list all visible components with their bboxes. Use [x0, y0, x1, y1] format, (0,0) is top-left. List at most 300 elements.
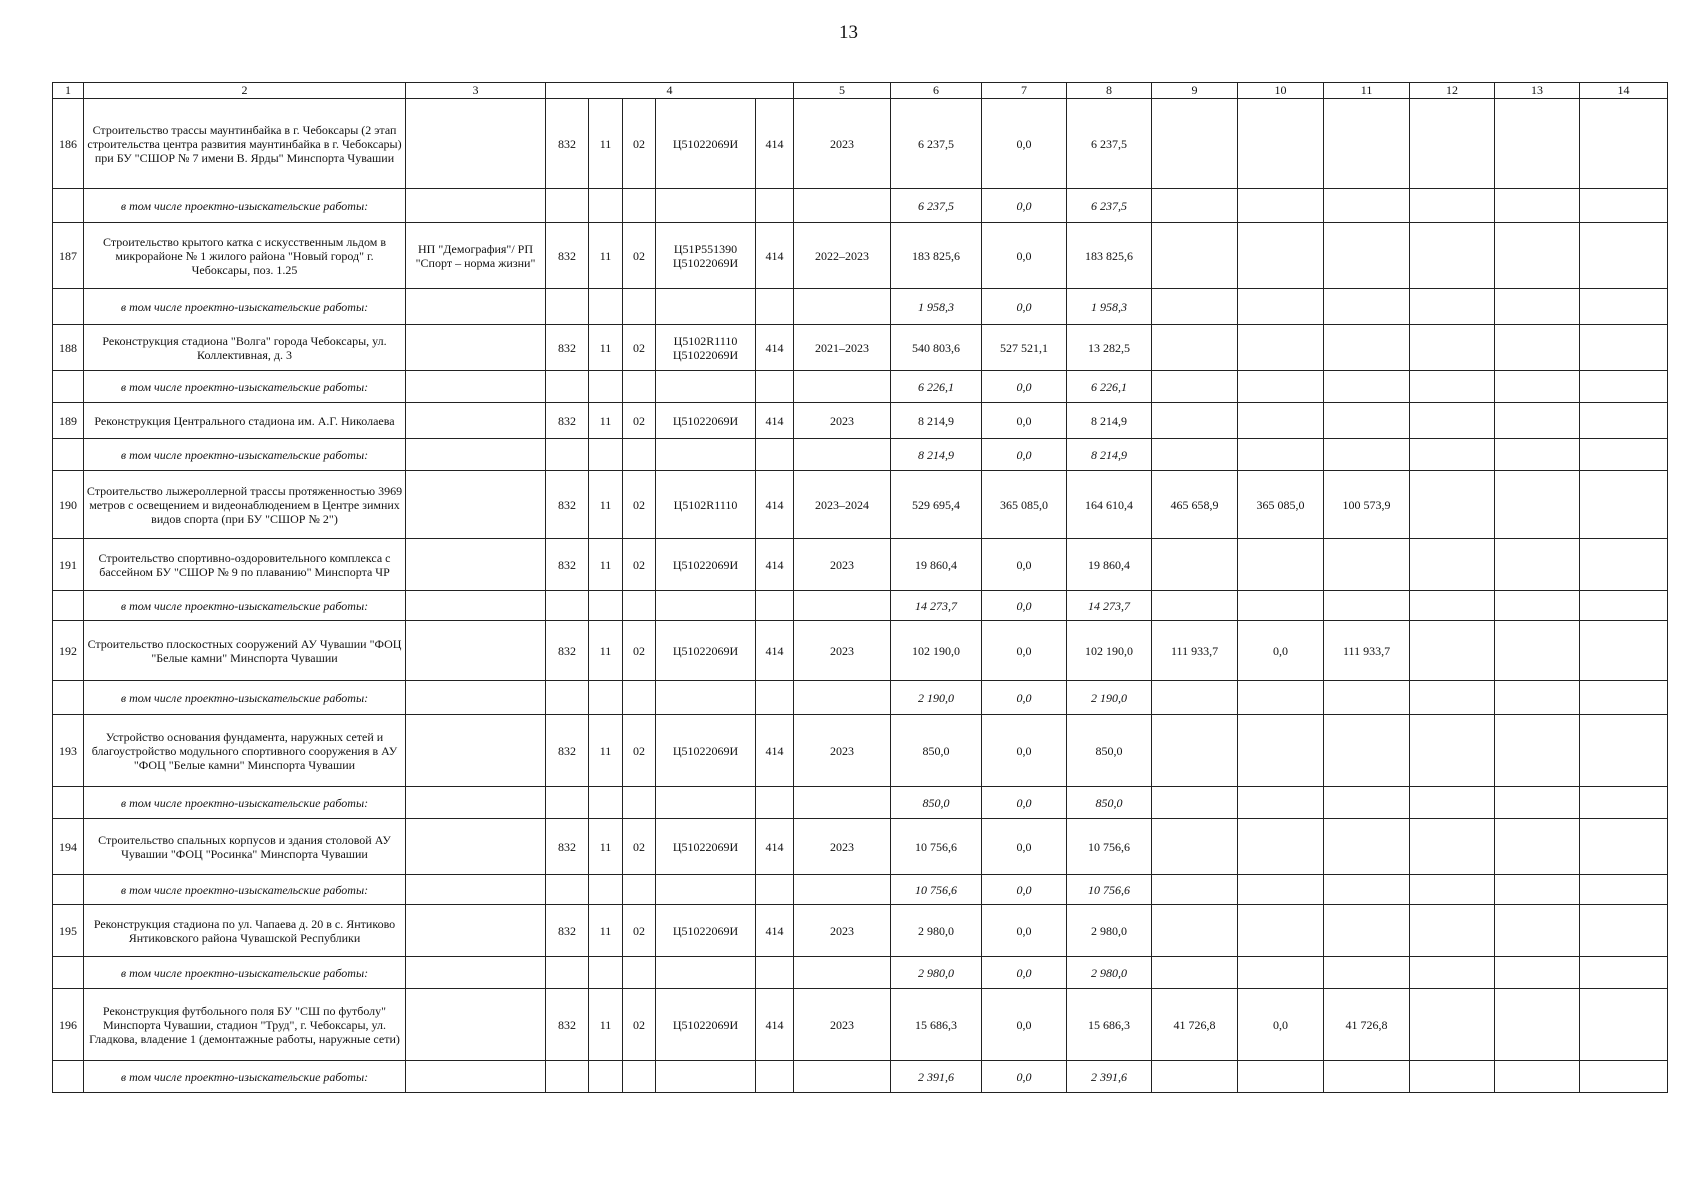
subrow-empty — [1495, 957, 1580, 989]
value-col6: 102 190,0 — [891, 621, 982, 681]
value-col7: 0,0 — [982, 989, 1067, 1061]
code-pr: 02 — [623, 989, 656, 1061]
value-col14 — [1580, 471, 1668, 539]
subrow-empty — [546, 787, 589, 819]
value-col11: 100 573,9 — [1324, 471, 1410, 539]
subrow-label: в том числе проектно-изыскательские работы: — [84, 787, 406, 819]
subrow-value-v6: 1 958,3 — [891, 289, 982, 325]
object-name: Реконструкция футбольного поля БУ "СШ по футболу" Минспорта Чувашии, стадион "Труд", г. Чебоксары, ул. Гладкова, владение 1 (демонтажные работы, наружные сети) — [84, 989, 406, 1061]
value-col8: 2 980,0 — [1067, 905, 1152, 957]
code-gr: 832 — [546, 621, 589, 681]
value-col10 — [1238, 99, 1324, 189]
subrow-label: в том числе проектно-изыскательские работы: — [84, 681, 406, 715]
subrow-value-v8: 2 190,0 — [1067, 681, 1152, 715]
project-note — [406, 715, 546, 787]
subrow — [53, 1061, 1668, 1093]
value-col9 — [1152, 819, 1238, 875]
value-col11: 41 726,8 — [1324, 989, 1410, 1061]
value-col6: 10 756,6 — [891, 819, 982, 875]
subrow — [53, 875, 1668, 905]
subrow-empty — [1495, 1061, 1580, 1093]
row-number: 196 — [53, 989, 84, 1061]
code-vr: 414 — [756, 539, 794, 591]
page-number: 13 — [839, 22, 858, 43]
subrow-empty — [656, 875, 756, 905]
project-note — [406, 621, 546, 681]
value-col14 — [1580, 539, 1668, 591]
subrow-empty — [1324, 787, 1410, 819]
subrow-empty — [756, 289, 794, 325]
object-name: Строительство плоскостных сооружений АУ Чувашии "ФОЦ "Белые камни" Минспорта Чувашии — [84, 621, 406, 681]
header-cell: 14 — [1580, 83, 1668, 99]
object-name: Строительство трассы маунтинбайка в г. Чебоксары (2 этап строительства центра развития маунтинбайка в г. Чебоксары) при БУ "СШОР № 7 имени В. Ярды" Минспорта Чувашии — [84, 99, 406, 189]
header-cell: 2 — [84, 83, 406, 99]
subrow-empty — [623, 189, 656, 223]
header-cell: 6 — [891, 83, 982, 99]
subrow-empty — [756, 371, 794, 403]
subrow-empty — [794, 957, 891, 989]
subrow — [53, 957, 1668, 989]
value-col10 — [1238, 819, 1324, 875]
subrow-value-v7: 0,0 — [982, 787, 1067, 819]
value-col13 — [1495, 403, 1580, 439]
code-csr: Ц51022069И — [656, 99, 756, 189]
row-number: 190 — [53, 471, 84, 539]
code-vr: 414 — [756, 989, 794, 1061]
value-col8: 850,0 — [1067, 715, 1152, 787]
value-col11 — [1324, 325, 1410, 371]
value-col14 — [1580, 819, 1668, 875]
value-col8: 183 825,6 — [1067, 223, 1152, 289]
subrow-value-v6: 2 980,0 — [891, 957, 982, 989]
code-vr: 414 — [756, 99, 794, 189]
subrow-value-v6: 850,0 — [891, 787, 982, 819]
code-csr: Ц5102R1110 — [656, 471, 756, 539]
value-col12 — [1410, 471, 1495, 539]
code-gr: 832 — [546, 539, 589, 591]
subrow-empty — [623, 787, 656, 819]
object-name: Строительство спальных корпусов и здания столовой АУ Чувашии "ФОЦ "Росинка" Минспорта Чувашии — [84, 819, 406, 875]
object-name: Реконструкция стадиона по ул. Чапаева д. 20 в с. Янтиково Янтиковского района Чувашской Республики — [84, 905, 406, 957]
value-col13 — [1495, 325, 1580, 371]
value-col14 — [1580, 403, 1668, 439]
period: 2023 — [794, 99, 891, 189]
subrow-empty — [1238, 1061, 1324, 1093]
row-number: 188 — [53, 325, 84, 371]
subrow-num — [53, 591, 84, 621]
subrow-empty — [1152, 1061, 1238, 1093]
subrow-empty — [656, 289, 756, 325]
subrow-label: в том числе проектно-изыскательские работы: — [84, 875, 406, 905]
subrow-empty — [406, 787, 546, 819]
code-csr: Ц51P551390 Ц51022069И — [656, 223, 756, 289]
value-col6: 2 980,0 — [891, 905, 982, 957]
value-col7: 0,0 — [982, 99, 1067, 189]
subrow-empty — [1580, 957, 1668, 989]
value-col9 — [1152, 223, 1238, 289]
value-col7: 527 521,1 — [982, 325, 1067, 371]
subrow-empty — [1238, 189, 1324, 223]
subrow-num — [53, 875, 84, 905]
subrow-value-v7: 0,0 — [982, 875, 1067, 905]
subrow-empty — [1410, 957, 1495, 989]
subrow-empty — [406, 289, 546, 325]
value-col9: 111 933,7 — [1152, 621, 1238, 681]
value-col7: 365 085,0 — [982, 471, 1067, 539]
code-csr: Ц51022069И — [656, 905, 756, 957]
header-cell: 3 — [406, 83, 546, 99]
table-row — [53, 223, 1668, 289]
header-row — [53, 83, 1668, 99]
subrow-empty — [589, 289, 623, 325]
project-note: НП "Демография"/ РП "Спорт – норма жизни" — [406, 223, 546, 289]
value-col8: 15 686,3 — [1067, 989, 1152, 1061]
value-col6: 6 237,5 — [891, 99, 982, 189]
value-col14 — [1580, 989, 1668, 1061]
subrow-num — [53, 289, 84, 325]
subrow-empty — [1580, 371, 1668, 403]
subrow-label: в том числе проектно-изыскательские работы: — [84, 1061, 406, 1093]
subrow-empty — [1324, 957, 1410, 989]
subrow-value-v8: 2 980,0 — [1067, 957, 1152, 989]
subrow-value-v6: 10 756,6 — [891, 875, 982, 905]
subrow-empty — [623, 875, 656, 905]
object-name: Строительство спортивно-оздоровительного комплекса с бассейном БУ "СШОР № 9 по плаванию" Минспорта ЧР — [84, 539, 406, 591]
code-gr: 832 — [546, 905, 589, 957]
value-col11 — [1324, 99, 1410, 189]
code-vr: 414 — [756, 223, 794, 289]
subrow-num — [53, 439, 84, 471]
value-col7: 0,0 — [982, 539, 1067, 591]
header-cell: 12 — [1410, 83, 1495, 99]
value-col13 — [1495, 715, 1580, 787]
project-note — [406, 99, 546, 189]
subrow-value-v7: 0,0 — [982, 439, 1067, 471]
value-col10 — [1238, 223, 1324, 289]
code-rz: 11 — [589, 989, 623, 1061]
row-number: 191 — [53, 539, 84, 591]
code-pr: 02 — [623, 539, 656, 591]
code-csr: Ц51022069И — [656, 403, 756, 439]
table-row — [53, 539, 1668, 591]
subrow-label: в том числе проектно-изыскательские работы: — [84, 591, 406, 621]
subrow-empty — [1580, 189, 1668, 223]
subrow-empty — [1238, 289, 1324, 325]
value-col7: 0,0 — [982, 715, 1067, 787]
object-name: Реконструкция Центрального стадиона им. А.Г. Николаева — [84, 403, 406, 439]
subrow — [53, 189, 1668, 223]
subrow-num — [53, 957, 84, 989]
code-vr: 414 — [756, 905, 794, 957]
value-col13 — [1495, 99, 1580, 189]
code-rz: 11 — [589, 471, 623, 539]
subrow-empty — [623, 591, 656, 621]
value-col14 — [1580, 99, 1668, 189]
subrow-empty — [656, 1061, 756, 1093]
row-number: 195 — [53, 905, 84, 957]
value-col6: 540 803,6 — [891, 325, 982, 371]
code-pr: 02 — [623, 621, 656, 681]
subrow-empty — [1324, 189, 1410, 223]
subrow-empty — [756, 787, 794, 819]
period: 2023 — [794, 539, 891, 591]
code-csr: Ц5102R1110 Ц51022069И — [656, 325, 756, 371]
subrow-value-v7: 0,0 — [982, 289, 1067, 325]
value-col8: 19 860,4 — [1067, 539, 1152, 591]
subrow-empty — [794, 681, 891, 715]
subrow-empty — [589, 189, 623, 223]
project-note — [406, 539, 546, 591]
value-col7: 0,0 — [982, 819, 1067, 875]
subrow-empty — [1238, 439, 1324, 471]
subrow-value-v8: 850,0 — [1067, 787, 1152, 819]
subrow-empty — [1495, 681, 1580, 715]
subrow-empty — [656, 189, 756, 223]
value-col11 — [1324, 715, 1410, 787]
object-name: Строительство крытого катка с искусственным льдом в микрорайоне № 1 жилого района "Новый город" г. Чебоксары, поз. 1.25 — [84, 223, 406, 289]
subrow-empty — [794, 787, 891, 819]
code-pr: 02 — [623, 819, 656, 875]
subrow-empty — [1580, 875, 1668, 905]
subrow-value-v8: 6 226,1 — [1067, 371, 1152, 403]
value-col10 — [1238, 905, 1324, 957]
subrow-empty — [546, 1061, 589, 1093]
subrow-empty — [756, 189, 794, 223]
subrow-label: в том числе проектно-изыскательские работы: — [84, 371, 406, 403]
subrow-empty — [1324, 371, 1410, 403]
subrow-empty — [656, 439, 756, 471]
value-col14 — [1580, 715, 1668, 787]
subrow-empty — [1324, 289, 1410, 325]
header-cell: 1 — [53, 83, 84, 99]
code-rz: 11 — [589, 905, 623, 957]
subrow-empty — [1238, 371, 1324, 403]
code-gr: 832 — [546, 325, 589, 371]
code-gr: 832 — [546, 99, 589, 189]
table-row — [53, 99, 1668, 189]
subrow-empty — [794, 591, 891, 621]
value-col6: 19 860,4 — [891, 539, 982, 591]
subrow-empty — [756, 681, 794, 715]
subrow-value-v8: 10 756,6 — [1067, 875, 1152, 905]
code-pr: 02 — [623, 223, 656, 289]
subrow-value-v8: 6 237,5 — [1067, 189, 1152, 223]
subrow-empty — [406, 371, 546, 403]
value-col13 — [1495, 621, 1580, 681]
project-note — [406, 819, 546, 875]
code-csr: Ц51022069И — [656, 819, 756, 875]
period: 2022–2023 — [794, 223, 891, 289]
table-row — [53, 905, 1668, 957]
subrow-empty — [1410, 591, 1495, 621]
subrow-empty — [589, 371, 623, 403]
subrow-empty — [406, 439, 546, 471]
subrow-label: в том числе проектно-изыскательские работы: — [84, 439, 406, 471]
value-col10: 0,0 — [1238, 989, 1324, 1061]
project-note — [406, 989, 546, 1061]
header-cell: 5 — [794, 83, 891, 99]
subrow-empty — [1410, 681, 1495, 715]
value-col11 — [1324, 905, 1410, 957]
code-vr: 414 — [756, 621, 794, 681]
subrow-empty — [794, 1061, 891, 1093]
subrow — [53, 439, 1668, 471]
value-col10 — [1238, 403, 1324, 439]
subrow-empty — [1495, 787, 1580, 819]
subrow-empty — [1410, 189, 1495, 223]
value-col10: 365 085,0 — [1238, 471, 1324, 539]
subrow-empty — [756, 957, 794, 989]
value-col6: 15 686,3 — [891, 989, 982, 1061]
subrow-empty — [1580, 1061, 1668, 1093]
subrow — [53, 787, 1668, 819]
subrow-empty — [756, 591, 794, 621]
subrow-empty — [1152, 591, 1238, 621]
subrow-value-v8: 2 391,6 — [1067, 1061, 1152, 1093]
code-csr: Ц51022069И — [656, 621, 756, 681]
value-col9 — [1152, 325, 1238, 371]
subrow-empty — [1238, 591, 1324, 621]
subrow-empty — [623, 681, 656, 715]
row-number: 189 — [53, 403, 84, 439]
subrow-value-v7: 0,0 — [982, 1061, 1067, 1093]
subrow-empty — [1495, 875, 1580, 905]
subrow-num — [53, 371, 84, 403]
subrow-empty — [589, 591, 623, 621]
object-name: Реконструкция стадиона "Волга" города Чебоксары, ул. Коллективная, д. 3 — [84, 325, 406, 371]
value-col10 — [1238, 325, 1324, 371]
subrow-empty — [794, 371, 891, 403]
object-name: Устройство основания фундамента, наружных сетей и благоустройство модульного спортивного сооружения в АУ "ФОЦ "Белые камни" Минспорта Чувашии — [84, 715, 406, 787]
value-col13 — [1495, 905, 1580, 957]
value-col9: 41 726,8 — [1152, 989, 1238, 1061]
code-pr: 02 — [623, 99, 656, 189]
subrow-num — [53, 1061, 84, 1093]
value-col12 — [1410, 403, 1495, 439]
value-col9 — [1152, 539, 1238, 591]
value-col14 — [1580, 621, 1668, 681]
table-row — [53, 715, 1668, 787]
subrow-empty — [1152, 439, 1238, 471]
subrow-empty — [1410, 371, 1495, 403]
subrow-empty — [794, 189, 891, 223]
table-row — [53, 471, 1668, 539]
subrow-empty — [1410, 439, 1495, 471]
project-note — [406, 325, 546, 371]
subrow-value-v6: 14 273,7 — [891, 591, 982, 621]
table-row — [53, 989, 1668, 1061]
value-col12 — [1410, 223, 1495, 289]
subrow-empty — [1410, 1061, 1495, 1093]
subrow-empty — [794, 875, 891, 905]
subrow-value-v7: 0,0 — [982, 681, 1067, 715]
value-col10: 0,0 — [1238, 621, 1324, 681]
subrow-num — [53, 787, 84, 819]
subrow — [53, 289, 1668, 325]
subrow-empty — [1152, 371, 1238, 403]
subrow-value-v6: 2 391,6 — [891, 1061, 982, 1093]
value-col6: 850,0 — [891, 715, 982, 787]
value-col11 — [1324, 403, 1410, 439]
subrow — [53, 681, 1668, 715]
value-col13 — [1495, 819, 1580, 875]
subrow — [53, 371, 1668, 403]
value-col9: 465 658,9 — [1152, 471, 1238, 539]
subrow-empty — [1324, 681, 1410, 715]
value-col8: 13 282,5 — [1067, 325, 1152, 371]
subrow-empty — [1152, 957, 1238, 989]
subrow-value-v6: 2 190,0 — [891, 681, 982, 715]
value-col7: 0,0 — [982, 621, 1067, 681]
value-col6: 183 825,6 — [891, 223, 982, 289]
subrow-empty — [546, 957, 589, 989]
period: 2023 — [794, 989, 891, 1061]
subrow-empty — [1495, 189, 1580, 223]
value-col12 — [1410, 539, 1495, 591]
subrow-empty — [623, 371, 656, 403]
code-rz: 11 — [589, 715, 623, 787]
code-rz: 11 — [589, 403, 623, 439]
subrow-empty — [589, 439, 623, 471]
value-col8: 102 190,0 — [1067, 621, 1152, 681]
header-cell: 7 — [982, 83, 1067, 99]
subrow-value-v6: 6 226,1 — [891, 371, 982, 403]
value-col14 — [1580, 325, 1668, 371]
value-col7: 0,0 — [982, 403, 1067, 439]
value-col10 — [1238, 715, 1324, 787]
subrow-empty — [756, 439, 794, 471]
subrow-value-v8: 1 958,3 — [1067, 289, 1152, 325]
subrow-empty — [406, 1061, 546, 1093]
header-cell: 10 — [1238, 83, 1324, 99]
subrow-empty — [794, 289, 891, 325]
value-col8: 6 237,5 — [1067, 99, 1152, 189]
subrow-empty — [1152, 289, 1238, 325]
code-gr: 832 — [546, 989, 589, 1061]
subrow-empty — [794, 439, 891, 471]
subrow-empty — [546, 371, 589, 403]
subrow-empty — [656, 681, 756, 715]
header-cell: 9 — [1152, 83, 1238, 99]
value-col8: 8 214,9 — [1067, 403, 1152, 439]
subrow-empty — [1324, 875, 1410, 905]
code-gr: 832 — [546, 403, 589, 439]
row-number: 192 — [53, 621, 84, 681]
subrow-value-v7: 0,0 — [982, 591, 1067, 621]
subrow — [53, 591, 1668, 621]
table-row — [53, 819, 1668, 875]
budget-table — [52, 82, 1668, 1093]
value-col11 — [1324, 223, 1410, 289]
subrow-empty — [589, 875, 623, 905]
object-name: Строительство лыжероллерной трассы протяженностью 3969 метров с освещением и видеонаблюдением в Центре зимних видов спорта (при БУ "СШОР № 2") — [84, 471, 406, 539]
period: 2023–2024 — [794, 471, 891, 539]
code-rz: 11 — [589, 539, 623, 591]
subrow-empty — [589, 787, 623, 819]
subrow-value-v7: 0,0 — [982, 371, 1067, 403]
value-col14 — [1580, 905, 1668, 957]
period: 2023 — [794, 715, 891, 787]
subrow-empty — [546, 591, 589, 621]
row-number: 187 — [53, 223, 84, 289]
code-gr: 832 — [546, 715, 589, 787]
value-col11 — [1324, 539, 1410, 591]
code-gr: 832 — [546, 471, 589, 539]
code-rz: 11 — [589, 325, 623, 371]
subrow-value-v6: 6 237,5 — [891, 189, 982, 223]
code-rz: 11 — [589, 621, 623, 681]
subrow-empty — [1495, 289, 1580, 325]
